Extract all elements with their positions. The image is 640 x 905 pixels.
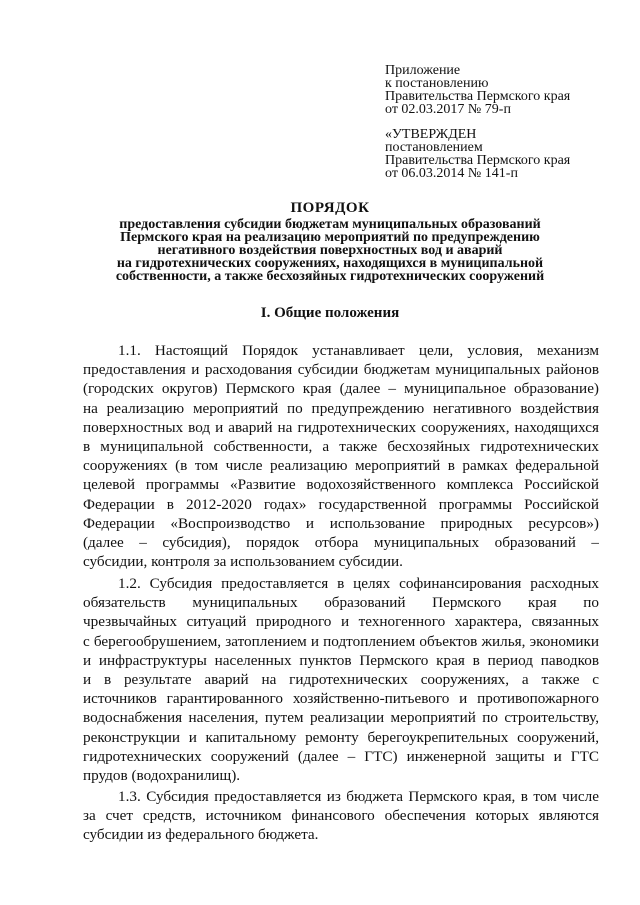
subtitle-line: предоставления субсидии бюджетам муниципальных образований	[119, 217, 541, 232]
text-line: гидротехнических сооружений (далее – ГТС) инженерной защиты и ГТС	[83, 747, 599, 765]
text-line: сооружениях (в том числе реализацию мероприятий в рамках федеральной	[83, 457, 599, 475]
text-line: субсидии, контроля за использованием субсидии.	[83, 553, 403, 571]
text-line: субсидии из федерального бюджета.	[83, 826, 319, 844]
section-heading: I. Общие положения	[260, 305, 400, 321]
text-line: с берегообрушением, затоплением и подтоплением объектов жилья, экономики	[83, 632, 599, 650]
subtitle-line: негативного воздействия поверхностных вод и аварий	[157, 243, 503, 258]
text-line: (далее – субсидия), порядок отбора муниципальных образований –	[83, 533, 599, 551]
text-line: реконструкции и капитальному ремонту берегоукрепительных сооружений,	[83, 728, 599, 746]
document-subtitle	[60, 218, 600, 283]
appendix-stamp	[385, 64, 570, 116]
text-line: целевой программы «Развитие водохозяйственного комплекса Российской	[83, 476, 599, 494]
subtitle-line: собственности, а также бесхозяйных гидротехнических сооружений	[115, 269, 545, 284]
approved-stamp	[385, 128, 570, 180]
subtitle-line: Пермского края на реализацию мероприятий по предупреждению	[120, 230, 540, 245]
paragraph-1-3	[83, 787, 599, 845]
text-line: и инфраструктуры населенных пунктов Пермского края в период паводков	[83, 651, 599, 669]
text-line: 1.3. Субсидия предоставляется из бюджета Пермского края, в том числе	[118, 788, 599, 805]
approved-line: Правительства Пермского края	[385, 153, 571, 168]
text-line: прудов (водохранилищ).	[83, 766, 241, 784]
document-title: ПОРЯДОК	[290, 200, 370, 216]
text-line: предоставления и расходования субсидии бюджетам муниципальных районов	[83, 361, 599, 379]
text-line: источников гарантированного хозяйственно-питьевого и противопожарного	[83, 690, 599, 708]
text-line: в муниципальной собственности, а также бесхозяйных гидротехнических	[83, 437, 599, 455]
paragraph-1-2	[83, 574, 599, 785]
approved-line: от 06.03.2014 № 141-п	[385, 166, 518, 181]
appendix-line: Правительства Пермского края	[385, 89, 571, 104]
approved-line: постановлением	[385, 140, 483, 155]
text-line: 1.2. Субсидия предоставляется в целях софинансирования расходных	[118, 575, 599, 592]
text-line: чрезвычайных ситуаций природного и техногенного характера, связанных	[83, 613, 599, 631]
text-line: (городских округов) Пермского края (далее – муниципальное образование)	[83, 380, 599, 398]
text-line: поверхностных вод и аварий на гидротехнических сооружениях, находящихся	[83, 418, 599, 436]
text-line: и в результате аварий на гидротехнических сооружениях, а также с	[83, 670, 599, 688]
appendix-line: от 02.03.2017 № 79-п	[385, 102, 511, 117]
appendix-line: Приложение	[385, 63, 461, 78]
paragraph-1-1	[83, 341, 599, 571]
approved-line: «УТВЕРЖДЕН	[385, 127, 477, 142]
text-line: за счет средств, источником финансового обеспечения которых являются	[83, 807, 599, 825]
subtitle-line: на гидротехнических сооружениях, находящихся в муниципальной	[116, 256, 544, 271]
text-line: на реализацию мероприятий по предупреждению негативного воздействия	[83, 399, 599, 417]
text-line: Федерации в 2012-2020 годах» государственной программы Российской	[83, 495, 599, 513]
text-line: водоснабжения населения, путем реализации мероприятий по строительству,	[83, 709, 599, 727]
text-line: 1.1. Настоящий Порядок устанавливает цели, условия, механизм	[118, 342, 599, 359]
text-line: обязательств муниципальных образований Пермского края по	[83, 594, 599, 612]
appendix-line: к постановлению	[385, 76, 489, 91]
text-line: Федерации «Воспроизводство и использование природных ресурсов»)	[83, 514, 599, 532]
